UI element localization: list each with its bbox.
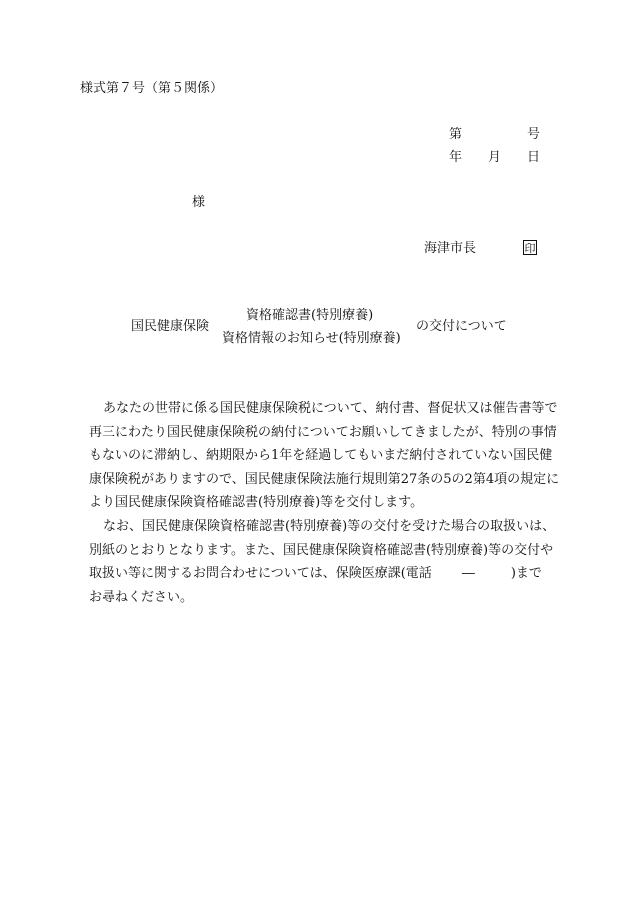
date-year-label: 年 [449, 150, 463, 165]
addressee-honorific: 様 [192, 195, 206, 210]
title-left: 国民健康保険 [131, 319, 210, 334]
body-line: もないのに滞納し、納期限から1年を経過してもいまだ納付されていない国民健 [89, 448, 553, 464]
document-number-prefix: 第 [449, 127, 463, 142]
phone-text-b: )まで [510, 566, 542, 582]
body-text [89, 397, 560, 609]
body-line-phone [89, 562, 551, 586]
body-line: なお、国民健康保険資格確認書(特別療養)等の交付を受けた場合の取扱いは、 [103, 518, 556, 534]
body-line: 康保険税がありますので、国民健康保険法施行規則第27条の5の2第4項の規定に [89, 471, 560, 487]
body-line: あなたの世帯に係る国民健康保険税について、納付書、督促状又は催告書等で [103, 401, 558, 416]
title-option-top: 資格確認書(特別療養) [246, 308, 374, 323]
form-number-label: 様式第７号（第５関係） [80, 81, 224, 96]
body-line: 別紙のとおりとなります。また、国民健康保険資格確認書(特別療養)等の交付や [89, 542, 554, 558]
document-number-suffix: 号 [527, 127, 541, 142]
phone-dash: ― [461, 566, 475, 582]
date-day-label: 日 [527, 150, 541, 165]
seal-mark: 印 [524, 242, 536, 255]
body-line: お尋ねください。 [89, 589, 194, 605]
date-month-label: 月 [488, 150, 502, 165]
body-line: より国民健康保険資格確認書(特別療養)等を交付します。 [89, 495, 424, 511]
body-line: 再三にわたり国民健康保険税の納付についてお願いしてきましたが、特別の事情 [89, 424, 557, 440]
title-option-bottom: 資格情報のお知らせ(特別療養) [222, 331, 401, 346]
title-right: の交付について [416, 319, 507, 334]
issuer-name: 海津市長 [424, 241, 477, 256]
phone-text-a: 取扱い等に関するお問合わせについては、保険医療課(電話 [89, 566, 432, 582]
